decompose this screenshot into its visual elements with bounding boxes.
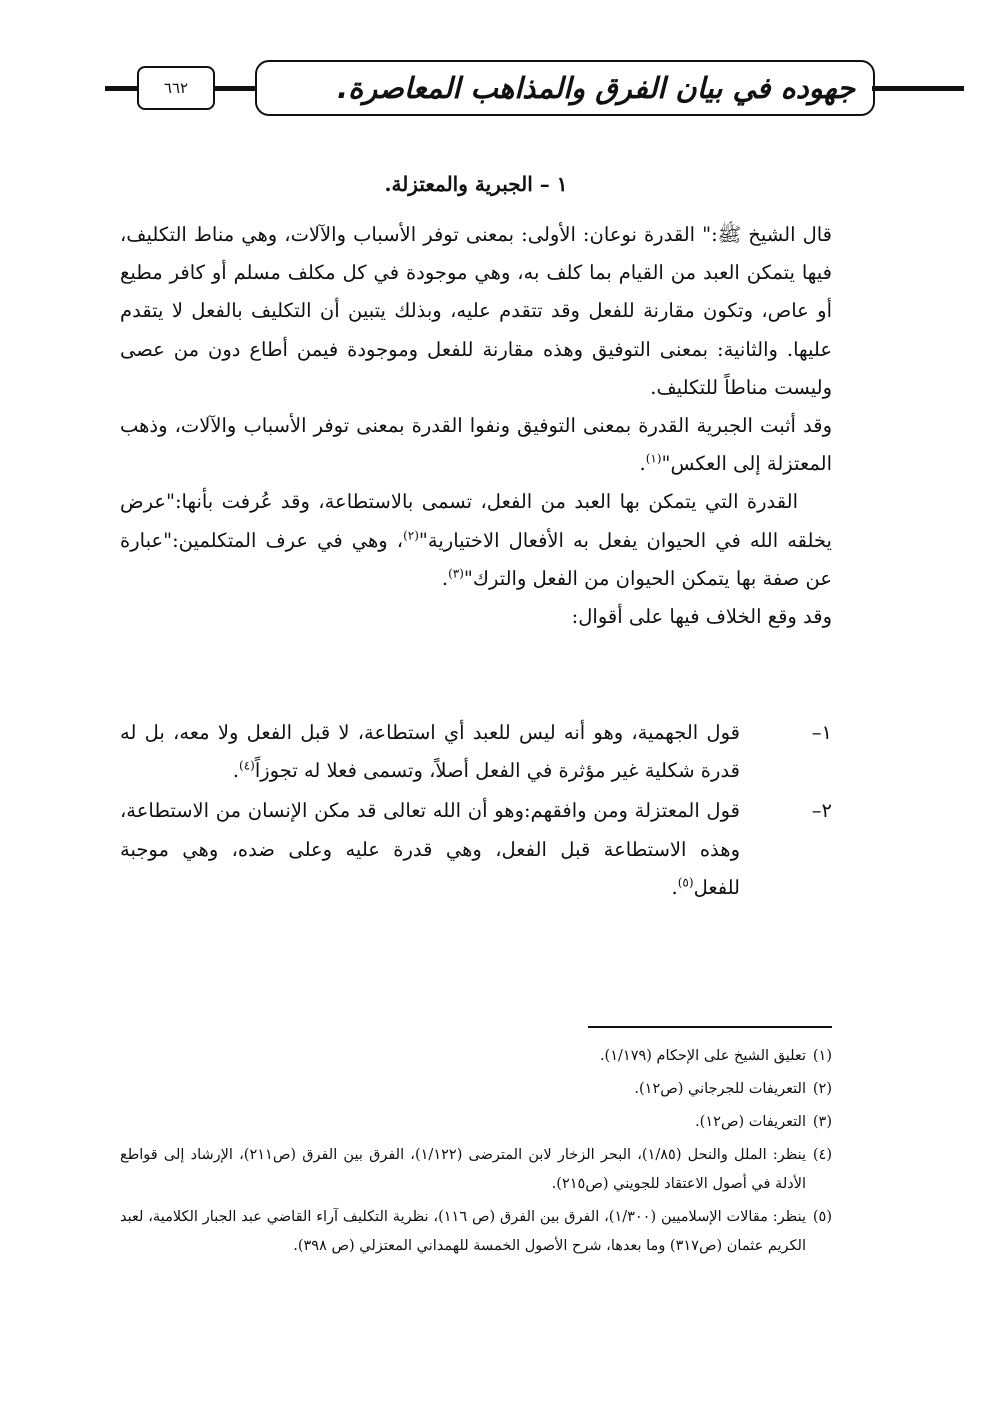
- running-title-label: جهوده في بيان الفرق والمذاهب المعاصرة.: [337, 71, 855, 105]
- running-title: [255, 60, 875, 116]
- paragraph-1-text: قال الشيخ ﷺ:" القدرة نوعان: الأولى: بمعنى توفر الأسباب والآلات، وهي مناط التكليف، فيها يتمكن العبد من القيام بما كلف به، وهي موجودة في كل مكلف مسلم أو كافر مطيع أو عاص، وتكون مقارنة للفعل وقد تتقدم عليه، وبذلك يتبين أن التكليف بالفعل لا يتقدم عليها. والثانية: بمعنى التوفيق وهذه مقارنة للفعل وموجودة فيمن أطاع دون من عصى وليست مناطاً للتكليف.: [120, 223, 832, 399]
- footnote-text: التعريفات للجرجاني (ص١٢).: [634, 1081, 806, 1097]
- footnote-number: (٢): [812, 1081, 832, 1097]
- paragraph-3: [120, 483, 832, 598]
- list-item: [120, 714, 832, 790]
- paragraph-4-text: وقد وقع الخلاف فيها على أقوال:: [571, 605, 832, 629]
- list-item-number: ١–: [811, 721, 832, 744]
- list-item: [120, 792, 832, 907]
- footnote-number: (٣): [812, 1114, 832, 1130]
- page-number: [137, 66, 215, 110]
- paragraph-1: [120, 216, 832, 407]
- footnote-number: (٤): [812, 1147, 832, 1163]
- footnote: [120, 1203, 832, 1261]
- list-item-tail: .: [671, 875, 678, 899]
- footnote-separator: [588, 1026, 832, 1028]
- footnote: [120, 1141, 832, 1199]
- footnote-number: (٥): [812, 1209, 832, 1225]
- list-item-number: ٢–: [811, 799, 832, 823]
- paragraph-3-text-2: ، وهي في عرف المتكلمين:"عبارة عن صفة بها يتمكن الحيوان من الفعل والترك": [120, 528, 832, 590]
- paragraph-2-tail: .: [639, 452, 646, 476]
- footnote-ref-3[interactable]: (٣): [448, 566, 464, 581]
- opinions-list: [120, 714, 832, 909]
- paragraph-3-text: القدرة التي يتمكن بها العبد من الفعل، تسمى بالاستطاعة، وقد عُرفت بأنها:"عرض يخلقه الله في الحيوان يفعل به الأفعال الاختيارية": [120, 490, 832, 552]
- paragraph-2-text: وقد أثبت الجبرية القدرة بمعنى التوفيق ونفوا القدرة بمعنى توفر الأسباب والآلات، وذهب المعتزلة إلى العكس": [120, 414, 832, 476]
- footnote-ref-2[interactable]: (٢): [403, 528, 419, 543]
- header-rule-left: [105, 86, 139, 91]
- footnote-text: ينظر: الملل والنحل (١/٨٥)، البحر الزخار لابن المترضى (١/١٢٢)، الفرق بين الفرق (ص٢١١)، الإرشاد إلى قواطع الأدلة في أصول الاعتقاد للجويني (ص٢١٥).: [120, 1147, 807, 1192]
- list-item-text: قول الجهمية، وهو أنه ليس للعبد أي استطاعة، لا قبل الفعل ولا معه، بل له قدرة شكلية غير مؤثرة في الفعل أصلاً، وتسمى فعلا له تجوزاً: [120, 721, 740, 783]
- footnote-ref-5[interactable]: (٥): [677, 875, 694, 890]
- list-item-tail: .: [232, 759, 239, 783]
- footnote: [120, 1108, 832, 1137]
- body-text: [120, 216, 832, 636]
- footnote: [120, 1042, 832, 1071]
- header-rule-middle: [214, 86, 256, 91]
- paragraph-4: [120, 598, 832, 636]
- footnote-text: التعريفات (ص١٢).: [695, 1114, 806, 1130]
- paragraph-2: [120, 407, 832, 483]
- paragraph-3-tail: .: [441, 566, 449, 590]
- footnote-ref-1[interactable]: (١): [645, 451, 662, 466]
- footnote-text: تعليق الشيخ على الإحكام (١/١٧٩).: [599, 1048, 806, 1064]
- footnotes: [120, 1042, 832, 1265]
- footnote-number: (١): [812, 1048, 832, 1064]
- footnote: [120, 1075, 832, 1104]
- list-item-text: قول المعتزلة ومن وافقهم:وهو أن الله تعالى قد مكن الإنسان من الاستطاعة، وهذه الاستطاعة قبل الفعل، وهي قدرة عليه وعلى ضده، وهي موجبة للفعل: [120, 799, 740, 899]
- footnote-ref-4[interactable]: (٤): [239, 758, 255, 773]
- footnote-text: ينظر: مقالات الإسلاميين (١/٣٠٠)، الفرق بين الفرق (ص ١١٦)، نظرية التكليف آراء القاضي عبد الجبار الكلامية، لعبد الكريم عثمان (ص٣١٧) وما بعدها، شرح الأصول الخمسة للهمداني المعتزلي (ص ٣٩٨).: [120, 1209, 806, 1254]
- section-heading: ١ – الجبرية والمعتزلة.: [384, 172, 568, 196]
- header-rule-right: [872, 86, 964, 91]
- page-number-label: ٦٦٢: [163, 79, 189, 97]
